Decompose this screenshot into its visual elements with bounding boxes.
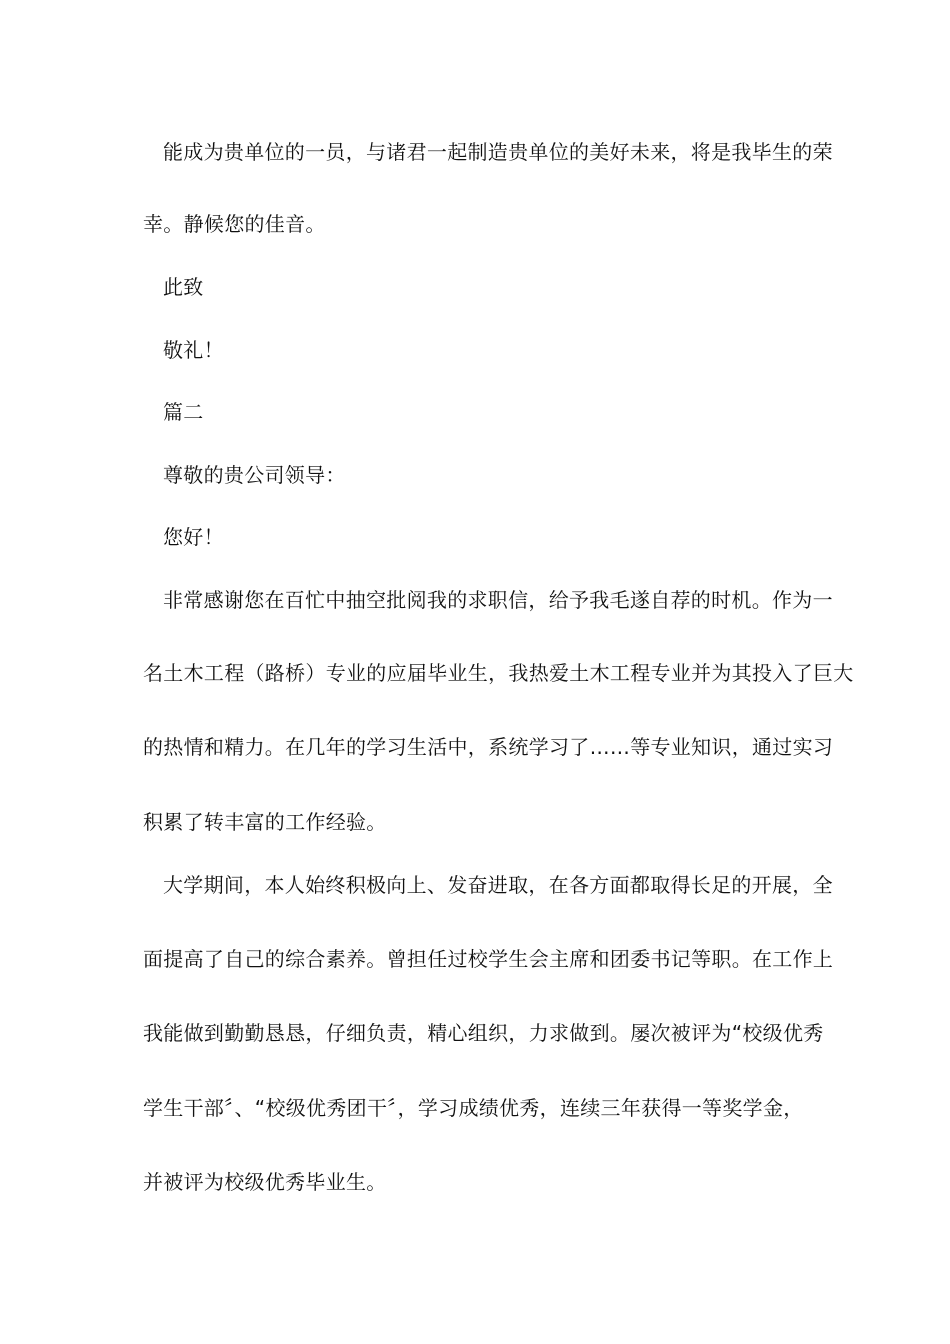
closing-regards: 敬礼！ xyxy=(163,338,224,362)
paragraph-line: 幸。静候您的佳音。 xyxy=(143,212,326,236)
letter-greeting: 尊敬的贵公司领导： xyxy=(163,463,346,487)
paragraph-line: 积累了转丰富的工作经验。 xyxy=(143,810,387,834)
paragraph-line: 并被评为校级优秀毕业生。 xyxy=(143,1170,387,1194)
paragraph-line: 面提高了自己的综合素养。曾担任过校学生会主席和团委书记等职。在工作上 xyxy=(143,947,834,971)
paragraph-line: 非常感谢您在百忙中抽空批阅我的求职信，给予我毛遂自荐的时机。作为一 xyxy=(163,588,833,612)
closing-salutation: 此致 xyxy=(163,275,204,299)
paragraph-line: 能成为贵单位的一员，与诸君一起制造贵单位的美好未来，将是我毕生的荣 xyxy=(163,140,833,164)
paragraph-line: 我能做到勤勤恳恳，仔细负责，精心组织，力求做到。屡次被评为“校级优秀 xyxy=(143,1021,824,1045)
paragraph-line: 大学期间，本人始终积极向上、发奋进取，在各方面都取得长足的开展，全 xyxy=(163,873,833,897)
paragraph-line: 的热情和精力。在几年的学习生活中，系统学习了……等专业知识，通过实习 xyxy=(143,735,834,759)
section-heading: 篇二 xyxy=(163,400,204,424)
letter-greeting-hello: 您好！ xyxy=(163,525,224,549)
paragraph-line: 名土木工程（路桥）专业的应届毕业生，我热爱土木工程专业并为其投入了巨大 xyxy=(143,661,854,685)
paragraph-line: 学生干部〞、“校级优秀团干〞，学习成绩优秀，连续三年获得一等奖学金， xyxy=(143,1096,804,1120)
